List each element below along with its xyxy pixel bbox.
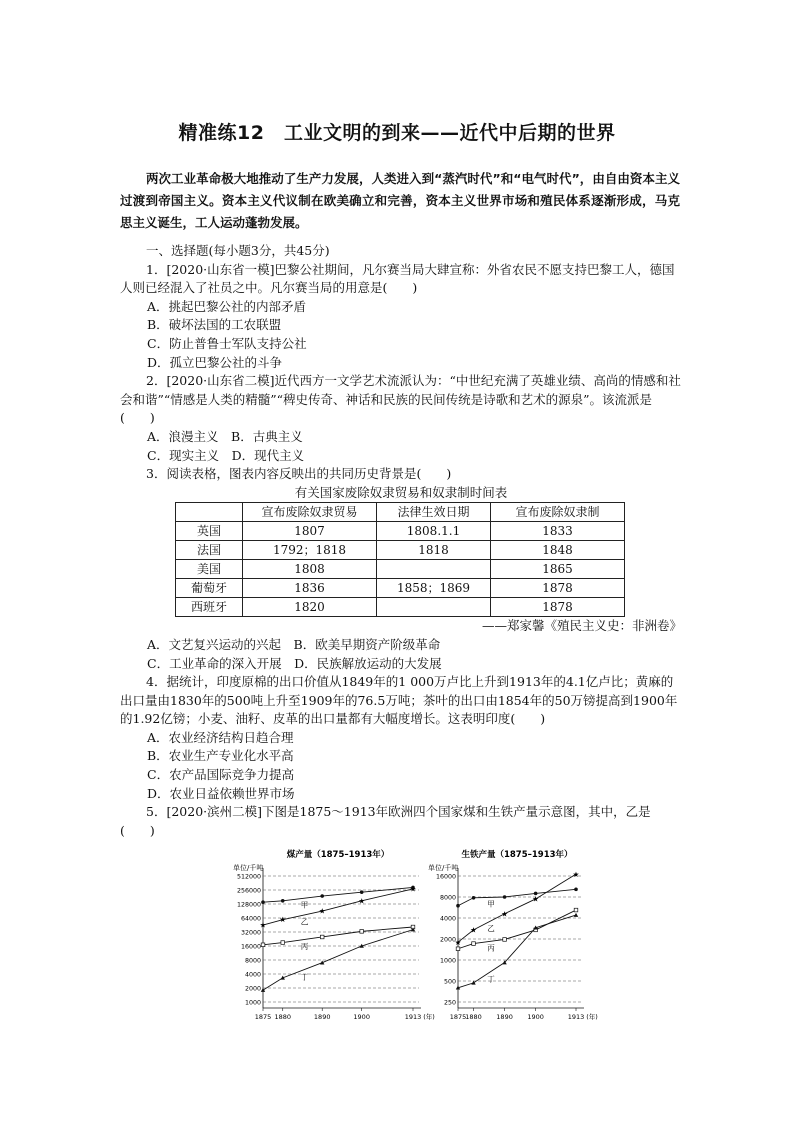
q1-stem: 1．[2020·山东省一模]巴黎公社期间，凡尔赛当局大肆宣称：外省农民不愿支持巴黎工人，德国人则已经混入了社员之中。凡尔赛当局的用意是( ) (120, 261, 675, 296)
y-tick-label: 2000 (439, 936, 456, 944)
q1-option-d: D．孤立巴黎公社的斗争 (147, 354, 283, 370)
table-row (176, 522, 625, 541)
y-tick-label: 8000 (244, 957, 261, 965)
series-label: 丁 (300, 972, 309, 982)
data-point: ★ (501, 909, 508, 919)
table-cell: 葡萄牙 (176, 579, 243, 598)
table-header: 法律生效日期 (377, 503, 491, 522)
data-point (281, 899, 285, 903)
q4-stem: 4．据统计，印度原棉的出口价值从1849年的1 000万卢比上升到1913年的4.1亿卢比；黄麻的出口量由1830年的500吨上升至1909年的76.5万吨；茶叶的出口由1854年的50万镑提高到1900年的1.92亿镑；小麦、油籽、皮革的出口量都有大幅度增长。这表明印度( ) (120, 674, 678, 727)
q3-stem: 3．阅读表格，图表内容反映出的共同历史背景是( ) (146, 466, 452, 482)
y-tick-label: 1000 (244, 999, 261, 1007)
table-row (176, 560, 625, 579)
q4-option-c: C．农产品国际竞争力提高 (147, 767, 295, 783)
data-point: ★ (358, 896, 366, 906)
series-label: 丙 (487, 943, 495, 953)
intro-paragraph: 两次工业革命极大地推动了生产力发展，人类进入到“蒸汽时代”和“电气时代”，由自由资本主义过渡到帝国主义。资本主义代议制在欧美确立和完善，资本主义世界市场和殖民体系逐渐形成，马克思主义诞生，工人运动蓬勃发展。 (120, 171, 680, 230)
y-tick-label: 8000 (439, 894, 456, 902)
data-point: ★ (532, 894, 539, 904)
data-point (456, 947, 460, 951)
q2-options-ab: A．浪漫主义 B．古典主义 (147, 428, 303, 444)
q3-options-ab: A．文艺复兴运动的兴起 B．欧美早期资产阶级革命 (147, 636, 441, 652)
q4-option-a: A．农业经济结构日趋合理 (147, 729, 294, 745)
data-point: ★ (259, 920, 267, 930)
q1-option-c: C．防止普鲁士军队支持公社 (147, 335, 307, 351)
series-line (263, 887, 413, 902)
table-cell (377, 560, 491, 579)
data-point (360, 930, 364, 934)
x-axis-label: (年) (586, 1013, 598, 1021)
data-point (456, 904, 460, 908)
data-point (261, 988, 265, 992)
series-line (263, 927, 413, 945)
y-tick-label: 256000 (236, 887, 261, 895)
table-cell: 1792；1818 (243, 541, 377, 560)
y-tick-label: 250 (443, 999, 456, 1007)
table-caption: 有关国家废除奴隶贸易和奴隶制时间表 (294, 484, 508, 500)
data-point: ★ (279, 915, 287, 925)
data-point: ★ (470, 925, 477, 935)
table-cell: 1808.1.1 (377, 522, 491, 541)
table-row (176, 579, 625, 598)
chart-title: 生铁产量（1875–1913年） (461, 850, 573, 860)
table-row (176, 598, 625, 617)
table-header-row (176, 503, 625, 522)
table-cell: 1836 (243, 579, 377, 598)
table-cell: 英国 (176, 522, 243, 541)
x-tick-label: 1875 (449, 1013, 467, 1021)
chart-title: 煤产量（1875–1913年） (286, 850, 390, 860)
table-cell: 西班牙 (176, 598, 243, 617)
data-point: ★ (572, 869, 580, 879)
table-cell: 美国 (176, 560, 243, 579)
y-tick-label: 512000 (236, 873, 261, 881)
table-cell: 1808 (243, 560, 377, 579)
x-tick-label: 1913 (567, 1013, 585, 1021)
table-cell: 1848 (491, 541, 625, 560)
data-point: ★ (318, 906, 326, 916)
table-row (176, 541, 625, 560)
production-charts (228, 846, 608, 1021)
y-axis-unit: 单位/千吨 (233, 864, 264, 872)
x-tick-label: 1890 (496, 1013, 513, 1021)
table-cell: 1865 (491, 560, 625, 579)
series-label: 乙 (487, 923, 495, 933)
data-point (261, 900, 265, 904)
y-tick-label: 4000 (439, 915, 456, 923)
y-tick-label: 4000 (244, 971, 261, 979)
data-point (360, 890, 364, 894)
table-cell: 1858；1869 (377, 579, 491, 598)
data-point (574, 913, 578, 917)
series-label: 丙 (300, 941, 309, 951)
q3-options-cd: C．工业革命的深入开展 D．民族解放运动的大发展 (147, 655, 442, 671)
x-tick-label: 1880 (274, 1013, 292, 1021)
table-cell: 1878 (491, 598, 625, 617)
q4-option-b: B．农业生产专业化水平高 (147, 748, 294, 764)
y-tick-label: 1000 (439, 957, 456, 965)
y-tick-label: 16000 (240, 943, 261, 951)
data-point (503, 895, 507, 899)
table-cell: 法国 (176, 541, 243, 560)
q1-option-a: A．挑起巴黎公社的内部矛盾 (147, 298, 307, 314)
y-tick-label: 128000 (236, 901, 261, 909)
data-point (281, 941, 285, 945)
data-point (261, 943, 265, 947)
table-cell: 1807 (243, 522, 377, 541)
data-point (471, 981, 475, 985)
x-tick-label: 1880 (465, 1013, 482, 1021)
table-header: 宣布废除奴隶贸易 (243, 503, 377, 522)
page-title: 精准练12 工业文明的到来——近代中后期的世界 (178, 122, 616, 144)
x-tick-label: 1900 (353, 1013, 370, 1021)
data-point (472, 942, 476, 946)
q4-option-d: D．农业日益依赖世界市场 (147, 785, 295, 801)
question-list (120, 242, 682, 840)
data-point (503, 938, 507, 942)
series-label: 丁 (487, 974, 495, 984)
q2-stem: 2．[2020·山东省二模]近代西方一文学艺术流派认为：“中世纪充满了英雄业绩、高尚的情感和社会和谐”“情感是人类的精髓”“稗史传奇、神话和民族的民间传统是诗歌和艺术的源泉”。该流派是( ) (120, 373, 681, 426)
table-header (176, 503, 243, 522)
series-label: 甲 (300, 900, 309, 910)
slavery-table (175, 502, 625, 617)
data-point: ★ (454, 937, 462, 947)
series-line (458, 889, 576, 905)
x-tick-label: 1913 (404, 1013, 422, 1021)
q2-options-cd: C．现实主义 D．现代主义 (147, 447, 305, 463)
table-cell: 1818 (377, 541, 491, 560)
table-cell (377, 598, 491, 617)
q1-option-b: B．破坏法国的工农联盟 (147, 317, 282, 333)
x-tick-label: 1900 (527, 1013, 544, 1021)
x-tick-label: 1875 (254, 1013, 272, 1021)
y-tick-label: 32000 (240, 929, 261, 937)
x-tick-label: 1890 (313, 1013, 331, 1021)
series-label: 甲 (487, 899, 495, 909)
table-cell: 1820 (243, 598, 377, 617)
x-axis-label: (年) (423, 1013, 435, 1021)
data-point (472, 896, 476, 900)
y-tick-label: 500 (443, 978, 456, 986)
series-label: 乙 (300, 917, 309, 927)
charts-svg (228, 846, 608, 1021)
table-cell: 1878 (491, 579, 625, 598)
table-source: ——郑家馨《殖民主义史：非洲卷》 (481, 618, 682, 634)
data-point (320, 935, 324, 939)
y-tick-label: 16000 (435, 873, 456, 881)
y-tick-label: 2000 (244, 985, 261, 993)
y-axis-unit: 单位/千吨 (428, 864, 459, 872)
data-point (574, 908, 578, 912)
y-tick-label: 64000 (240, 915, 261, 923)
data-point (320, 894, 324, 898)
table-cell: 1833 (491, 522, 625, 541)
data-point: ★ (409, 884, 417, 894)
data-point (574, 888, 578, 892)
section-heading: 一、选择题(每小题3分，共45分) (146, 243, 330, 258)
q5-stem: 5．[2020·滨州二模]下图是1875～1913年欧洲四个国家煤和生铁产量示意图，其中，乙是( ) (120, 804, 651, 838)
table-header: 宣布废除奴隶制 (491, 503, 625, 522)
